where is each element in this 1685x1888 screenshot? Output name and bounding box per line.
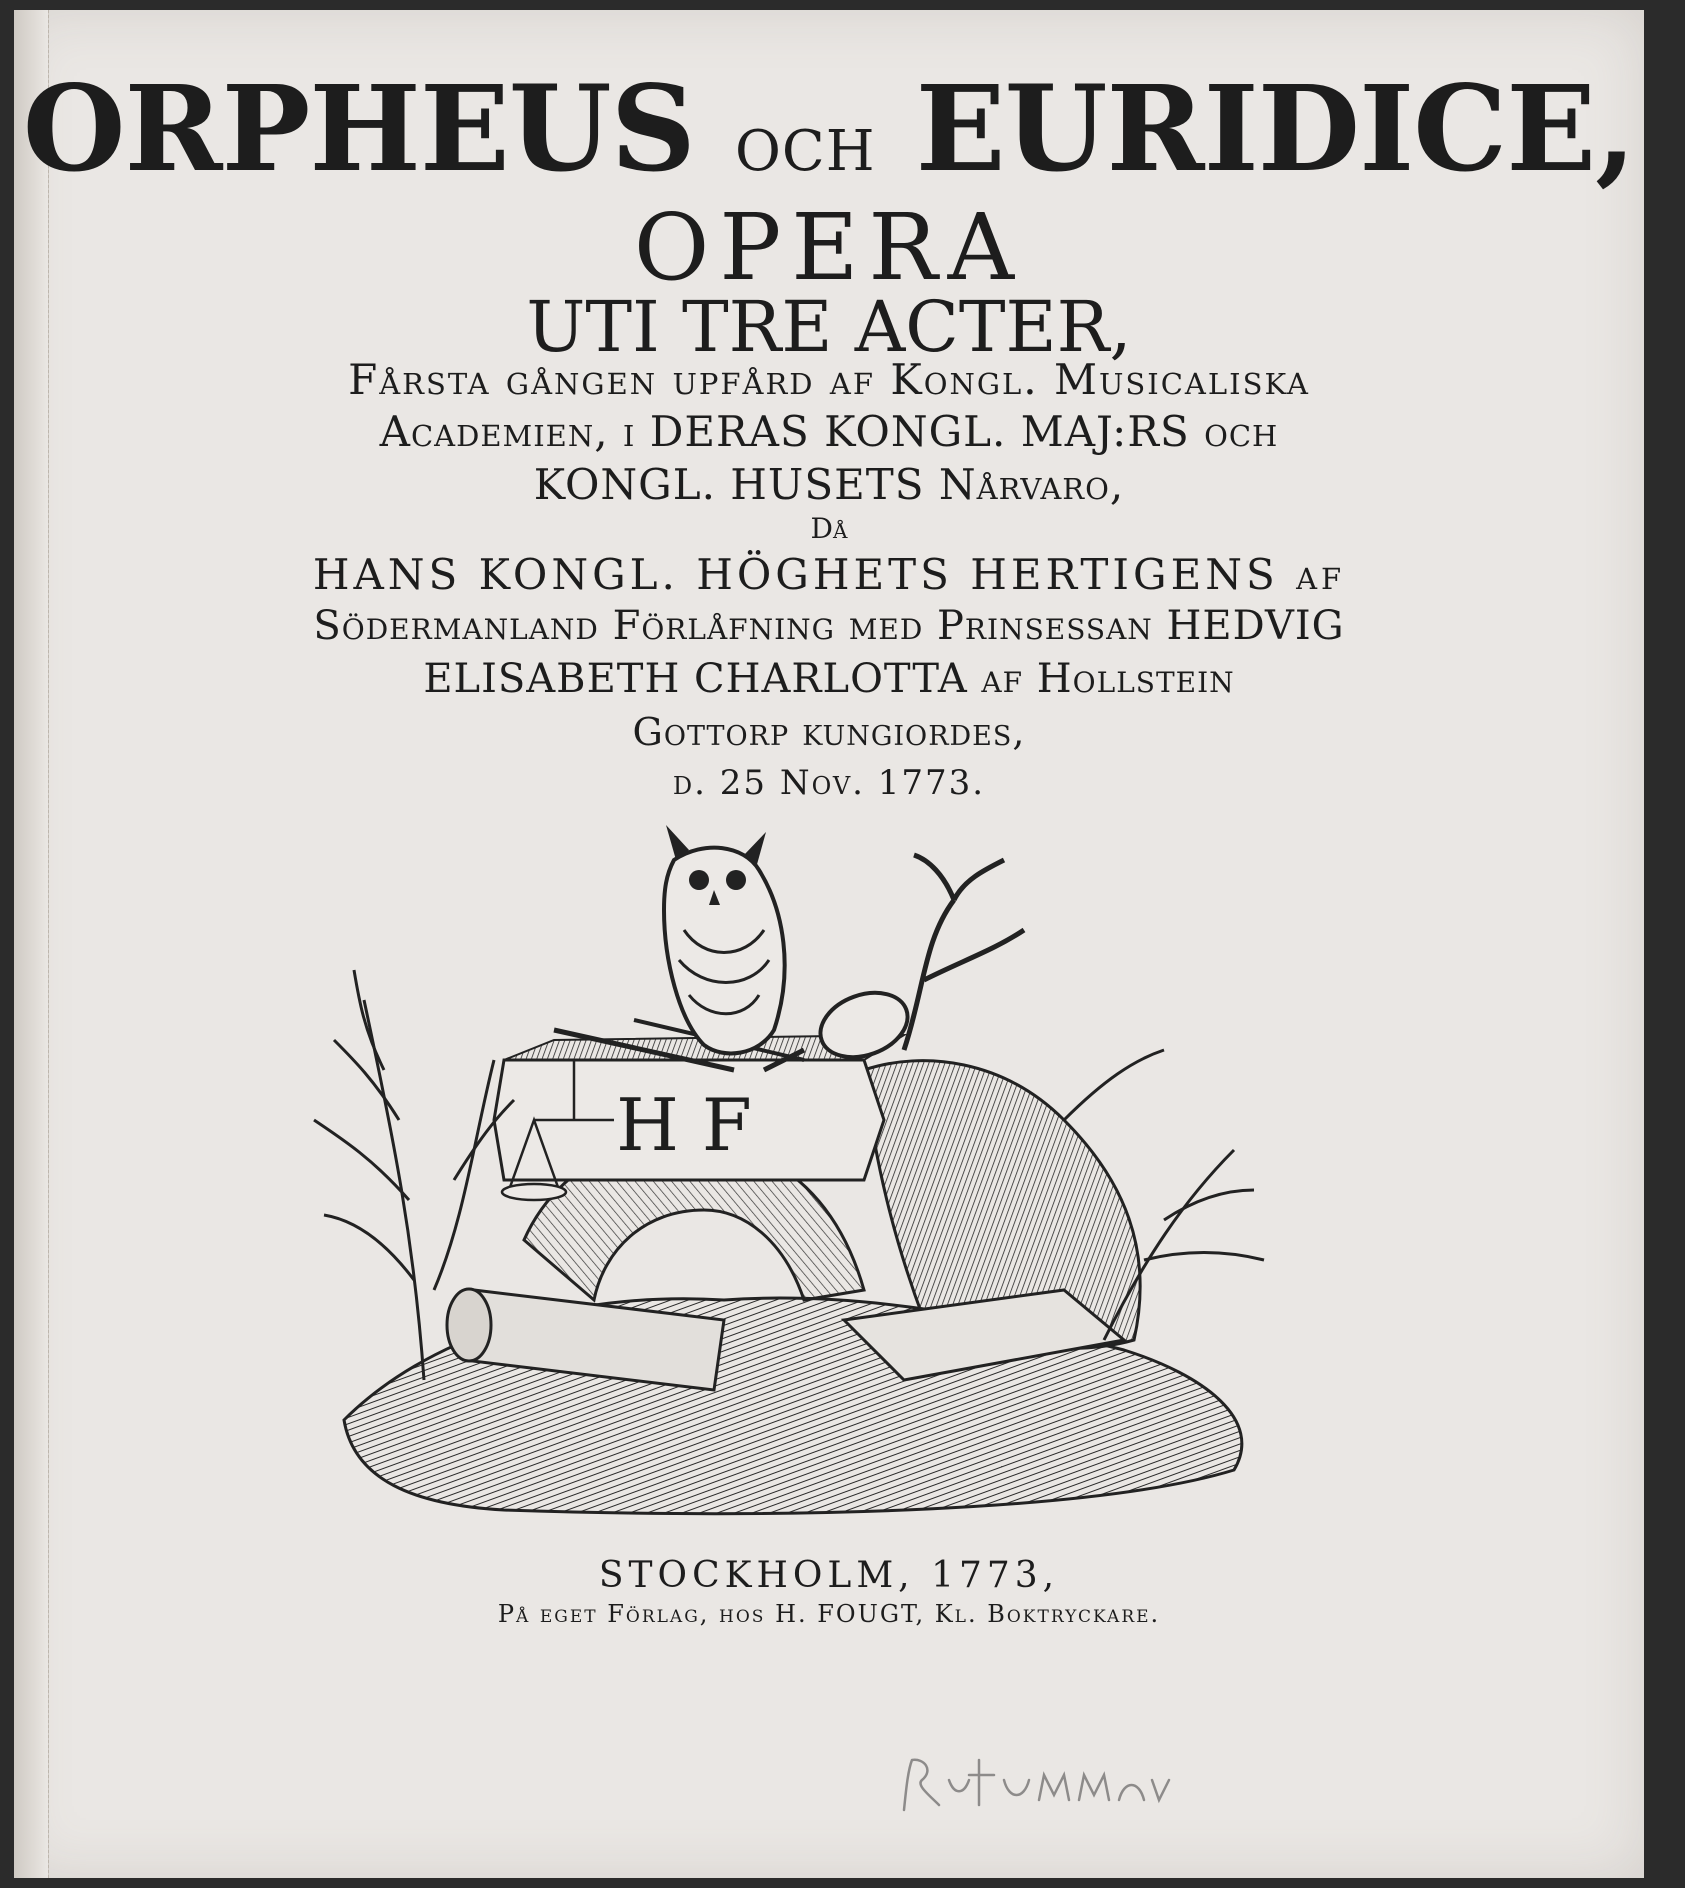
pencil-signature bbox=[894, 1740, 1194, 1830]
monogram-text: H F bbox=[616, 1083, 752, 1167]
title-euridice: EURIDICE, bbox=[915, 59, 1636, 198]
body-line-7: ELISABETH CHARLOTTA af Hollstein bbox=[423, 656, 1235, 702]
body-line-5: HANS KONGL. HÖGHETS HERTIGENS af bbox=[312, 550, 1346, 599]
title-och: OCH bbox=[734, 119, 876, 184]
imprint-publisher: På eget Förlag, hos H. FOUGT, Kl. Boktryckare. bbox=[497, 1600, 1161, 1628]
title-acts: UTI TRE ACTER, bbox=[526, 286, 1132, 368]
body-line-8: Gottorp kungiordes, bbox=[632, 710, 1026, 754]
title-line-1 bbox=[14, 59, 1644, 198]
body-line-2: Academien, i DERAS KONGL. MAJ:RS och bbox=[379, 407, 1279, 456]
body-line-3: KONGL. HUSETS Nårvaro, bbox=[533, 460, 1125, 509]
owl-icon bbox=[664, 825, 785, 1053]
woodcut-vignette bbox=[304, 820, 1284, 1540]
body-line-6: Södermanland Förlåfning med Prinsessan HEDVIG bbox=[313, 603, 1345, 649]
body-line-9: d. 25 Nov. 1773. bbox=[672, 763, 986, 803]
imprint-city-year: STOCKHOLM, 1773, bbox=[598, 1555, 1060, 1596]
body-line-1: Fårsta gången upfård af Kongl. Musicaliska bbox=[348, 355, 1310, 404]
mirror-icon bbox=[764, 981, 917, 1070]
branch bbox=[904, 855, 1024, 1050]
title-page bbox=[14, 10, 1644, 1878]
body-line-4: Då bbox=[810, 512, 848, 545]
title-opera: OPERA bbox=[633, 194, 1025, 301]
title-orpheus: ORPHEUS bbox=[22, 59, 695, 198]
